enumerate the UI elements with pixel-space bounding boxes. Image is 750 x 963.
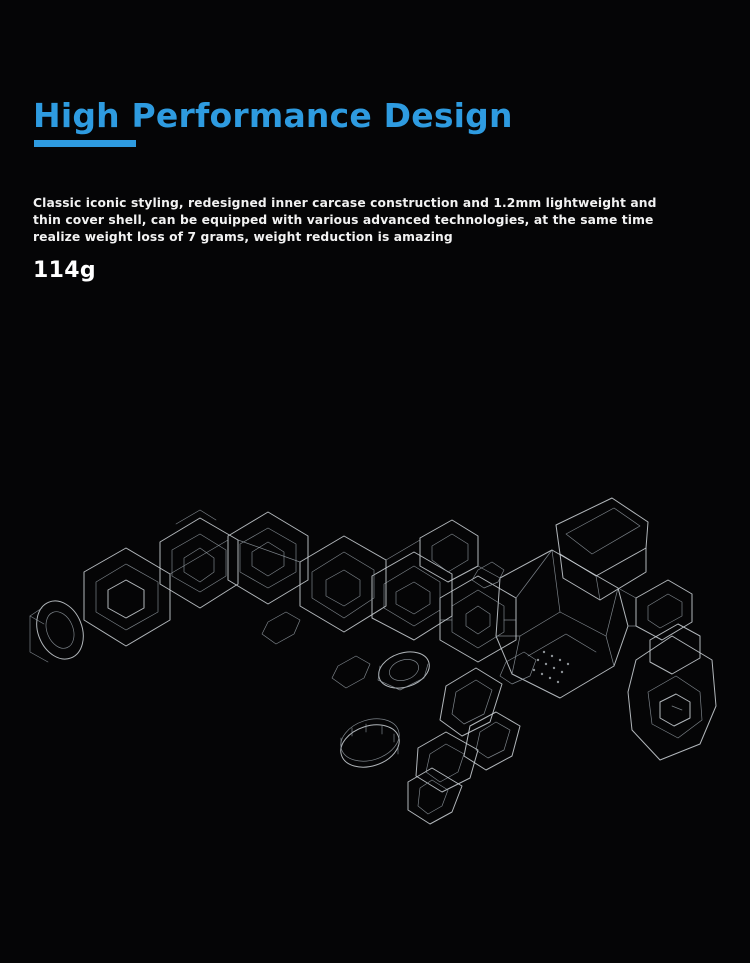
inner-frame-group [372,520,478,640]
top-shell-group [556,498,648,600]
side-panel-group [636,580,700,674]
encoder-ring [28,594,91,666]
switch-bracket [160,510,238,608]
bottom-cover-plate [628,636,716,760]
base-shell-left [84,548,170,646]
description-paragraph: Classic iconic styling, redesigned inner carcase construction and 1.2mm lightweight and thin cover shell, can be equipped with various advanced technologies, at the same time realize weight loss of 7 grams, weight reduction is amazing [33,196,657,245]
button-plate-left [228,512,308,604]
exploded-mouse-diagram [0,430,750,900]
weight-spec-value: 114g [33,258,96,283]
wheel-housing [374,646,434,694]
sensor-board [440,576,516,662]
chassis-plate [300,536,386,632]
connector-parts [262,562,536,688]
page-title: High Performance Design [33,96,513,136]
lower-bracket-group [408,668,520,824]
title-accent-rule [34,140,136,147]
scroll-wheel [335,712,404,775]
